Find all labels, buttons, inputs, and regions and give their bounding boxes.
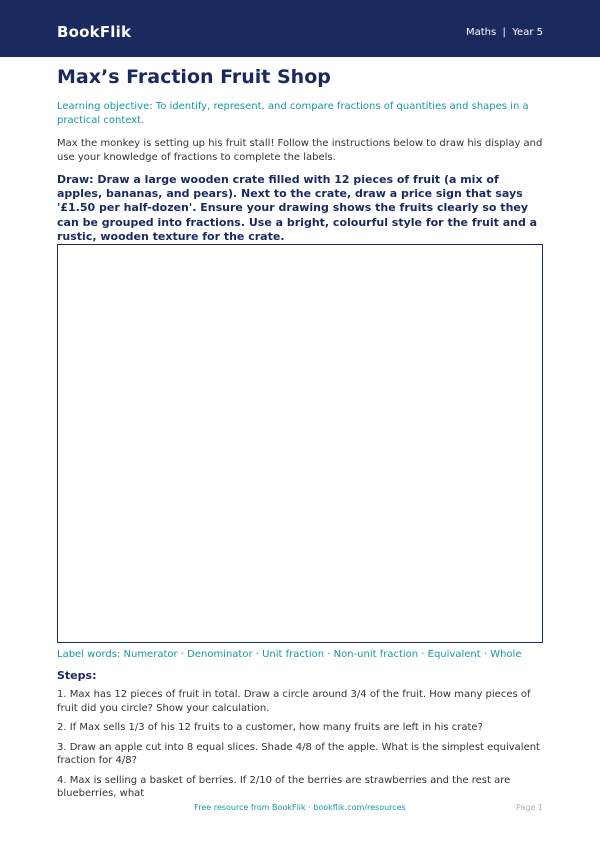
steps-list bbox=[57, 688, 543, 799]
year-label: Year 5 bbox=[512, 27, 543, 38]
label-words: Label words: Numerator · Denominator · Unit fraction · Non-unit fraction · Equivalent · Whole bbox=[57, 649, 522, 660]
subject-year-label bbox=[466, 26, 543, 40]
intro-text: Max the monkey is setting up his fruit stall! Follow the instructions below to draw his display and use your knowledge of fractions to complete the labels. bbox=[57, 138, 543, 163]
draw-instruction: Draw: Draw a large wooden crate filled with 12 pieces of fruit (a mix of apples, bananas, and pears). Next to the crate, draw a price sign that says '£1.50 per half-dozen'. Ensure your drawing shows the fruits clearly so they can be grouped into fractions. Use a bright, colourful style for the fruit and a rustic, wooden texture for the crate. bbox=[57, 173, 538, 243]
subject-label: Maths bbox=[465, 27, 497, 38]
learning-objective: Learning objective: To identify, represent, and compare fractions of quantities and shapes in a practical context. bbox=[57, 101, 529, 126]
brand-logo-text: BookFlik bbox=[57, 23, 132, 41]
step-item: 3. Draw an apple cut into 8 equal slices. Shade 4/8 of the apple. What is the simplest equivalent fraction for 4/8? bbox=[57, 741, 540, 766]
steps-heading: Steps: bbox=[57, 669, 97, 682]
step-item: 1. Max has 12 pieces of fruit in total. Draw a circle around 3/4 of the fruit. How many pieces of fruit did you circle? Show your calculation. bbox=[57, 689, 531, 714]
header-separator: | bbox=[502, 27, 506, 38]
page-title: Max’s Fraction Fruit Shop bbox=[57, 66, 331, 88]
drawing-area[interactable] bbox=[57, 244, 543, 643]
step-item: 4. Max is selling a basket of berries. If 2/10 of the berries are strawberries and the rest are blueberries, what bbox=[57, 774, 511, 799]
page-header bbox=[0, 0, 600, 57]
footer-credit: Free resource from BookFlik · bookflik.com/resources bbox=[194, 803, 406, 812]
page-number: Page 1 bbox=[516, 803, 543, 812]
step-item: 2. If Max sells 1/3 of his 12 fruits to a customer, how many fruits are left in his crate? bbox=[57, 722, 483, 733]
